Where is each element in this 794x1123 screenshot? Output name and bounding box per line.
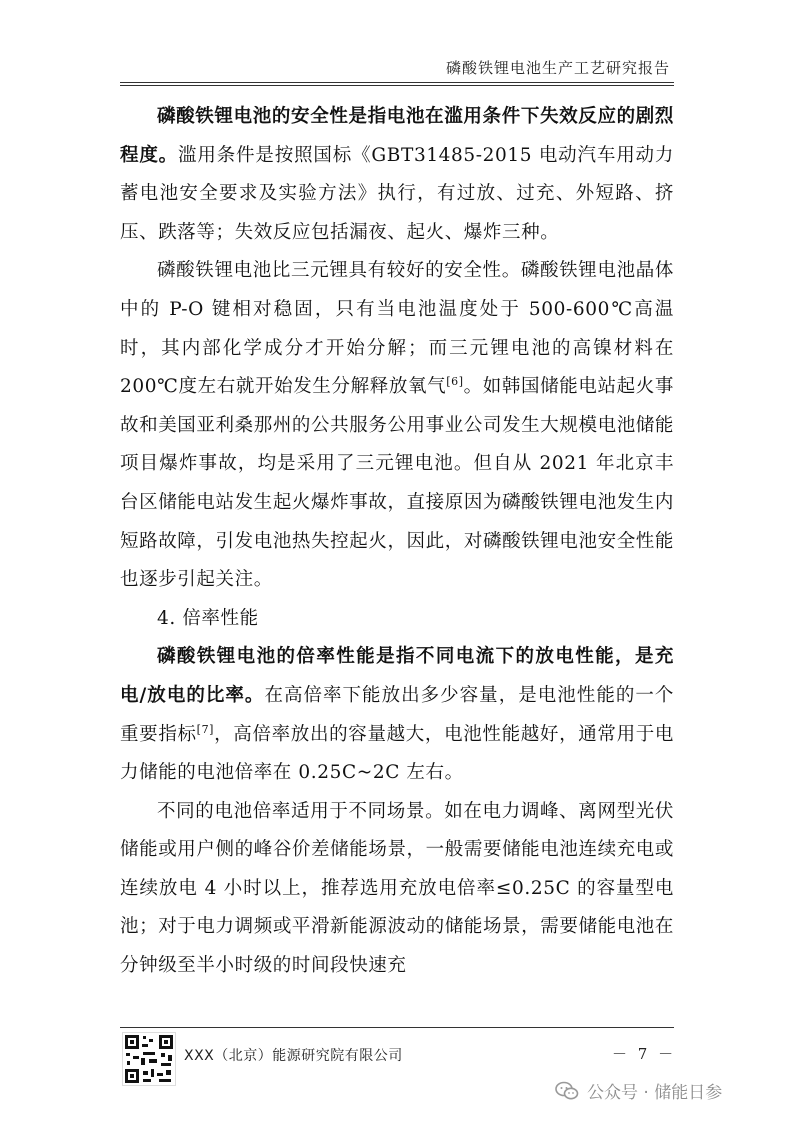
page-number: － 7 －: [612, 1045, 677, 1063]
citation-7: [7]: [196, 722, 215, 736]
paragraph-safety-lead: 磷酸铁锂电池的安全性是指电池在滥用条件下失效反应的剧烈程度。: [120, 106, 674, 166]
section-heading-rate-performance: 4. 倍率性能: [157, 607, 259, 629]
paragraph-rate: [120, 638, 674, 792]
footer-company-name: XXX（北京）能源研究院有限公司: [184, 1048, 403, 1064]
paragraph-comparison-text-b: 。如韩国储能电站起火事故和美国亚利桑那州的公共服务公用事业公司发生大规模电池储能项目爆炸事故，均是采用了三元锂电池。但自从 2021 年北京丰台区储能电站发生起火爆炸事故，直接原因为磷酸铁锂电池发生内短路故障，引发电池热失控起火，因此，对磷酸铁锂电池安全性能也逐步引起关注。: [120, 376, 674, 591]
paragraph-rate-text-b: ，高倍率放出的容量越大，电池性能越好，通常用于电力储能的电池倍率在 0.25C~2C 左右。: [120, 723, 675, 784]
qr-code-icon: [122, 1032, 176, 1086]
citation-6: [6]: [446, 375, 464, 388]
paragraph-rate-text-a: 在高倍率下能放出多少容量，是电池性能的一个重要指标: [120, 684, 674, 745]
header-rule: [120, 82, 674, 83]
footer-rule: [120, 1027, 674, 1028]
watermark: [555, 1078, 722, 1103]
paragraph-scenarios: 不同的电池倍率适用于不同场景。如在电力调峰、离网型光伏储能或用户侧的峰谷价差储能场景，一般需要储能电池连续充电或连续放电 4 小时以上，推荐选用充放电倍率≤0.25C 的容量型电池；对于电力调频或平滑新能源波动的储能场景，需要储能电池在分钟级至半小时级的时间段快速充: [120, 800, 674, 977]
page-header-title: 磷酸铁锂电池生产工艺研究报告: [445, 59, 670, 77]
document-body: [120, 98, 674, 986]
wechat-icon: [555, 1080, 579, 1102]
paragraph-comparison: [120, 252, 674, 599]
paragraph-safety-text: 滥用条件是按照国标《GBT31485-2015 电动汽车用动力蓄电池安全要求及实验方法》执行，有过放、过充、外短路、挤压、跌落等；失效反应包括漏夜、起火、爆炸三种。: [120, 144, 674, 243]
paragraph-rate-lead: 磷酸铁锂电池的倍率性能是指不同电流下的放电性能，是充电/放电的比率。: [120, 646, 674, 706]
paragraph-comparison-text-a: 磷酸铁锂电池比三元锂具有较好的安全性。磷酸铁锂电池晶体中的 P-O 键相对稳固，只有当电池温度处于 500-600℃高温时，其内部化学成分才开始分解；而三元锂电池的高镍材料在 200℃度左右就开始发生分解释放氧气: [120, 260, 674, 398]
paragraph-safety: [120, 98, 674, 252]
header-rule-inner: [120, 85, 674, 86]
watermark-text: 公众号 · 储能日参: [587, 1083, 723, 1103]
